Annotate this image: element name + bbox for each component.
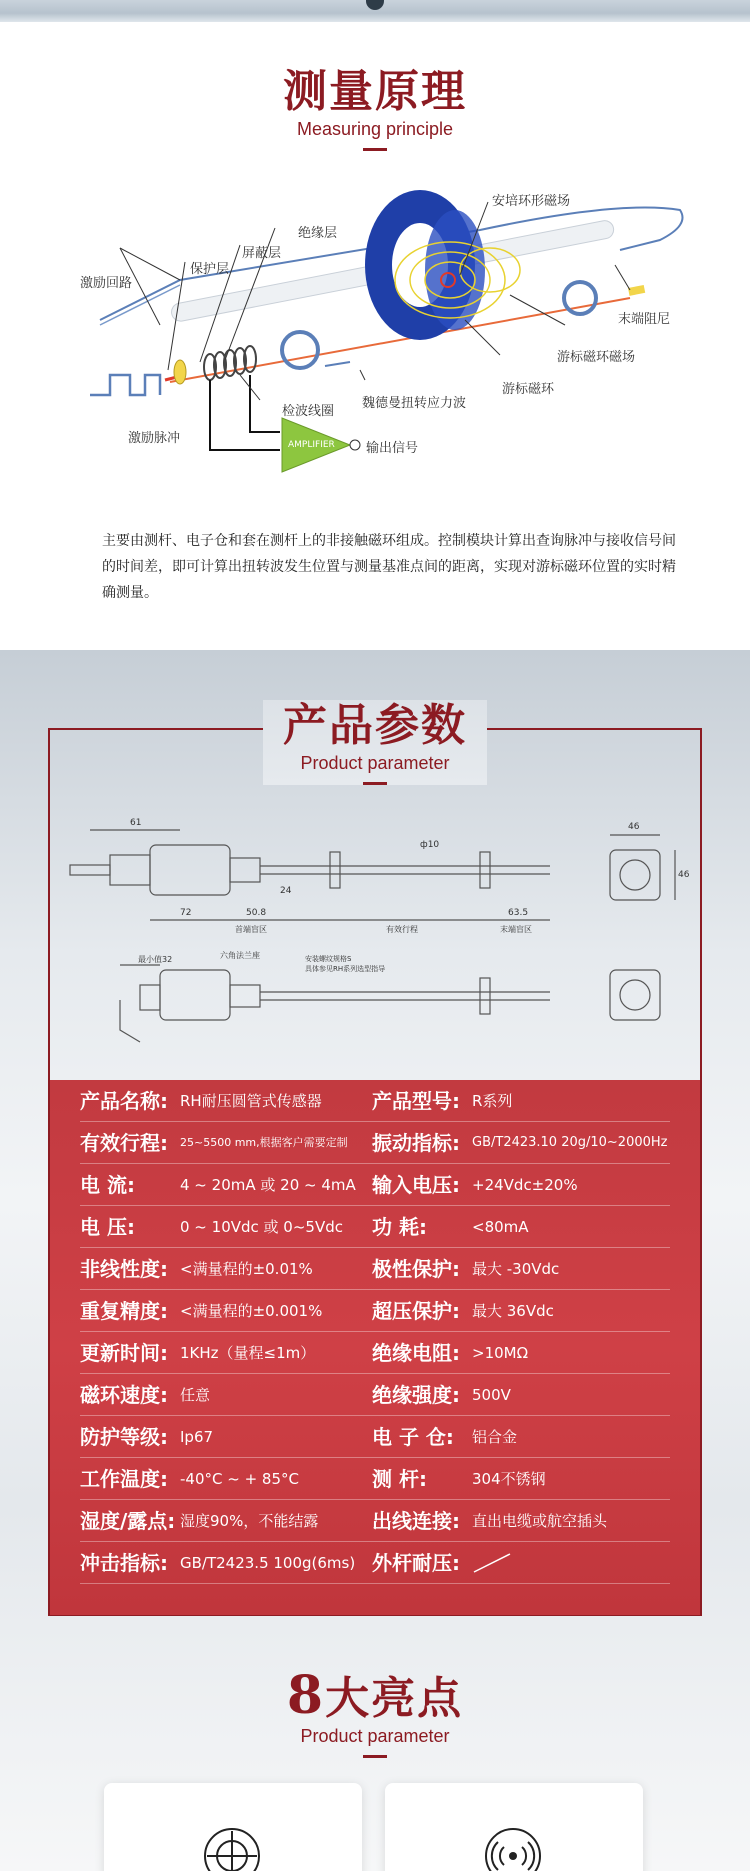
param-value: 25~5500 mm,根据客户需要定制 bbox=[180, 1136, 348, 1149]
label-detect-coil: 检波线圈 bbox=[282, 404, 335, 419]
dimension-svg bbox=[50, 790, 700, 1080]
params-title-en: Product parameter bbox=[300, 753, 450, 773]
top-decor-knob bbox=[366, 0, 384, 10]
param-value: 4 ~ 20mA 或 20 ~ 4mA bbox=[180, 1176, 356, 1194]
param-value: GB/T2423.5 100g(6ms) bbox=[180, 1554, 356, 1572]
param-value: 最大 -30Vdc bbox=[472, 1260, 560, 1278]
param-value: 500V bbox=[472, 1386, 511, 1404]
crosshair-icon bbox=[203, 1827, 261, 1871]
param-key: 出线连接: bbox=[372, 1509, 460, 1533]
param-value: -40°C ~ + 85°C bbox=[180, 1470, 299, 1488]
table-row bbox=[80, 1458, 670, 1500]
dim-phi10: ф10 bbox=[420, 840, 440, 850]
table-row bbox=[80, 1332, 670, 1374]
param-key: 外杆耐压: bbox=[372, 1551, 460, 1575]
measuring-title-en: Measuring principle bbox=[296, 119, 454, 139]
highlights-title-cn: 大亮点 bbox=[325, 1673, 464, 1724]
table-row bbox=[80, 1122, 670, 1164]
label-excite-loop: 激励回路 bbox=[80, 276, 133, 291]
dim-63-5: 63.5 bbox=[508, 908, 529, 918]
param-key: 电 子 仓: bbox=[372, 1425, 454, 1449]
label-end-damper: 末端阻尼 bbox=[618, 312, 671, 327]
dim-46-width: 46 bbox=[628, 822, 640, 832]
param-value: R系列 bbox=[472, 1092, 513, 1110]
param-key: 磁环速度: bbox=[80, 1383, 168, 1407]
zone-head-blind: 首端盲区 bbox=[235, 925, 267, 934]
slash-mark bbox=[472, 1552, 512, 1574]
table-row bbox=[80, 1206, 670, 1248]
highlight-card[interactable] bbox=[385, 1783, 643, 1871]
label-cursor-field: 游标磁环磁场 bbox=[557, 350, 636, 365]
param-value: 湿度90%，不能结露 bbox=[180, 1512, 319, 1530]
table-row bbox=[80, 1374, 670, 1416]
param-key: 超压保护: bbox=[372, 1299, 460, 1323]
thread-note-label: 具体参见RH系列选型指导 bbox=[305, 965, 386, 973]
param-key: 电 压: bbox=[80, 1215, 135, 1239]
param-key: 产品名称: bbox=[80, 1089, 168, 1113]
table-row bbox=[80, 1080, 670, 1122]
dimension-drawing bbox=[50, 790, 700, 1080]
label-wiedemann: 魏德曼扭转应力波 bbox=[362, 396, 467, 411]
title-underline bbox=[363, 1755, 387, 1758]
param-value: Ip67 bbox=[180, 1428, 214, 1446]
hex-flange-label: 六角法兰座 bbox=[220, 951, 260, 960]
param-value: 任意 bbox=[180, 1386, 211, 1404]
params-title-block bbox=[0, 700, 750, 785]
param-value: 0 ~ 10Vdc 或 0~5Vdc bbox=[180, 1218, 343, 1236]
param-key: 绝缘电阻: bbox=[372, 1341, 460, 1365]
param-key: 有效行程: bbox=[80, 1131, 168, 1155]
param-value: <满量程的±0.01% bbox=[180, 1260, 313, 1278]
label-protect: 保护层 bbox=[190, 262, 230, 277]
param-value: 304不锈钢 bbox=[472, 1470, 546, 1488]
param-table bbox=[50, 1080, 700, 1615]
measuring-title-cn: 测量原理 bbox=[283, 66, 467, 117]
highlights-title bbox=[0, 1665, 750, 1726]
param-value: <80mA bbox=[472, 1218, 529, 1236]
param-key: 防护等级: bbox=[80, 1425, 168, 1449]
param-key: 振动指标: bbox=[372, 1131, 460, 1155]
top-decor-strip bbox=[0, 0, 750, 22]
param-key: 电 流: bbox=[80, 1173, 135, 1197]
measuring-title-block bbox=[0, 66, 750, 151]
label-ampere-field: 安培环形磁场 bbox=[492, 194, 571, 209]
highlight-card[interactable] bbox=[104, 1783, 362, 1871]
label-shield: 屏蔽层 bbox=[242, 246, 282, 261]
dim-46-height: 46 bbox=[678, 870, 690, 880]
label-excite-pulse: 激励脉冲 bbox=[128, 431, 181, 446]
param-value: +24Vdc±20% bbox=[472, 1176, 578, 1194]
param-key: 输入电压: bbox=[372, 1173, 460, 1197]
param-value: 铝合金 bbox=[472, 1428, 518, 1446]
dim-72: 72 bbox=[180, 908, 192, 918]
dim-min32: 最小值32 bbox=[138, 955, 173, 964]
label-insulation: 绝缘层 bbox=[298, 226, 338, 241]
params-title-wrap bbox=[263, 700, 487, 785]
table-row bbox=[80, 1416, 670, 1458]
param-key: 产品型号: bbox=[372, 1089, 460, 1113]
title-underline bbox=[363, 782, 387, 785]
highlights-title-en: Product parameter bbox=[300, 1726, 450, 1746]
zone-end-blind: 末端盲区 bbox=[500, 925, 532, 934]
table-row bbox=[80, 1290, 670, 1332]
label-amplifier: AMPLIFIER bbox=[288, 440, 335, 450]
param-key: 工作温度: bbox=[80, 1467, 168, 1491]
params-title-cn: 产品参数 bbox=[283, 700, 467, 751]
param-value: 直出电缆或航空插头 bbox=[472, 1512, 608, 1530]
highlights-title-num: 8 bbox=[286, 1665, 326, 1726]
param-key: 非线性度: bbox=[80, 1257, 168, 1281]
table-row bbox=[80, 1542, 670, 1584]
thread-spec-label: 安装螺纹规格S bbox=[305, 955, 352, 963]
param-key: 湿度/露点: bbox=[80, 1509, 176, 1533]
param-key: 功 耗: bbox=[372, 1215, 427, 1239]
zone-effective: 有效行程 bbox=[386, 925, 418, 934]
param-key: 重复精度: bbox=[80, 1299, 168, 1323]
dim-61: 61 bbox=[130, 818, 142, 828]
table-row bbox=[80, 1500, 670, 1542]
title-underline bbox=[363, 148, 387, 151]
param-value: >10MΩ bbox=[472, 1344, 529, 1362]
param-key: 冲击指标: bbox=[80, 1551, 168, 1575]
param-value: RH耐压圆管式传感器 bbox=[180, 1092, 322, 1110]
label-cursor-ring: 游标磁环 bbox=[502, 382, 555, 397]
param-key: 更新时间: bbox=[80, 1341, 168, 1365]
highlights-title-block bbox=[0, 1665, 750, 1758]
param-value: <满量程的±0.001% bbox=[180, 1302, 323, 1320]
wireless-signal-icon bbox=[484, 1827, 542, 1871]
table-row bbox=[80, 1164, 670, 1206]
param-key: 测 杆: bbox=[372, 1467, 427, 1491]
param-key: 极性保护: bbox=[372, 1257, 460, 1281]
param-value: GB/T2423.10 20g/10~2000Hz bbox=[472, 1135, 668, 1150]
param-value: 1KHz（量程≤1m） bbox=[180, 1344, 316, 1362]
principle-description: 主要由测杆、电子仓和套在测杆上的非接触磁环组成。控制模块计算出查询脉冲与接收信号间的时间差，即可计算出扭转波发生位置与测量基准点间的距离，实现对游标磁环位置的实时精确测量。 bbox=[102, 533, 676, 601]
dim-24: 24 bbox=[280, 886, 292, 896]
param-key: 绝缘强度: bbox=[372, 1383, 460, 1407]
param-value: 最大 36Vdc bbox=[472, 1302, 554, 1320]
measuring-principle-diagram bbox=[60, 170, 700, 500]
table-row bbox=[80, 1248, 670, 1290]
label-output: 输出信号 bbox=[366, 441, 419, 456]
dim-50-8: 50.8 bbox=[246, 908, 267, 918]
